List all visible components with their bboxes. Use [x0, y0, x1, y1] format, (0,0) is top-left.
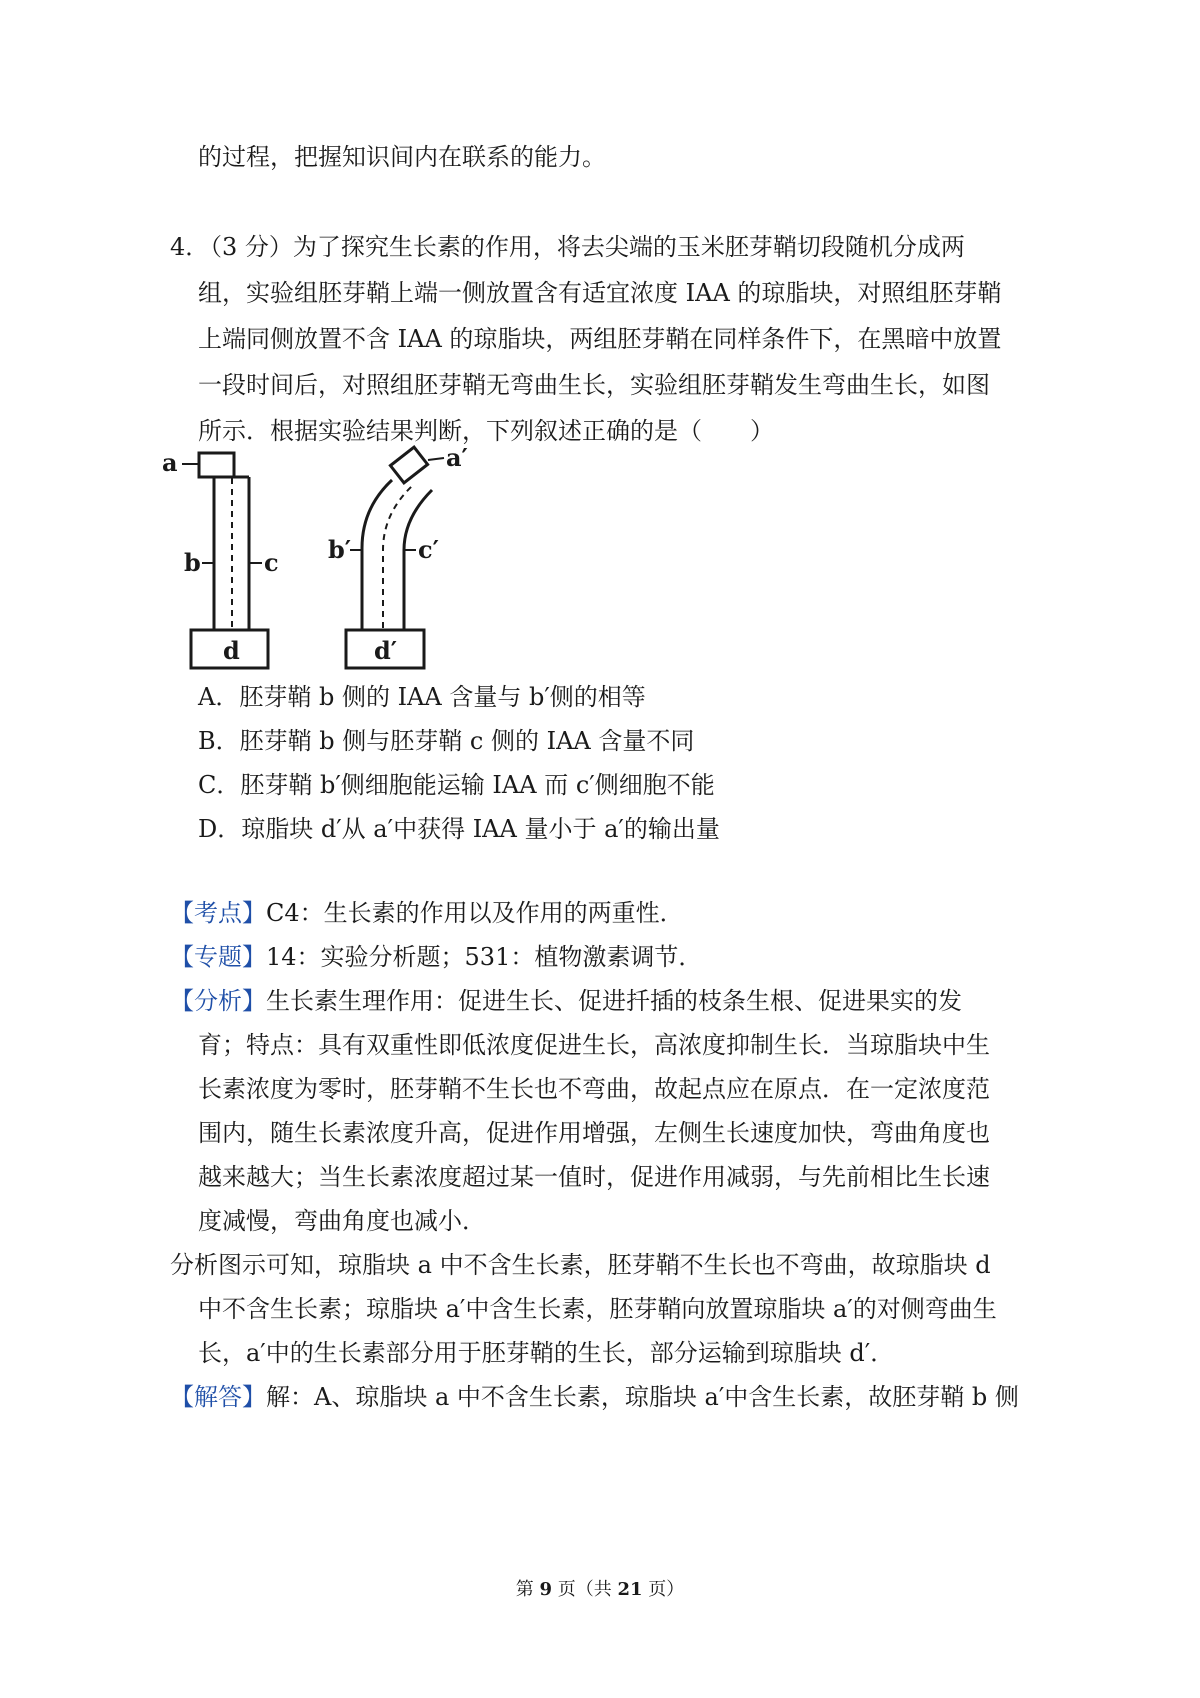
- label-d-prime: d′: [374, 636, 398, 665]
- zhuanti-text: 14：实验分析题；531：植物激素调节．: [266, 943, 703, 971]
- footer-page-number: 9: [539, 1579, 552, 1600]
- fenxi-line-3: 围内，随生长素浓度升高，促进作用增强，左侧生长速度加快，弯曲角度也: [198, 1119, 990, 1147]
- label-b-prime: b′: [328, 535, 352, 564]
- option-a: A．胚芽鞘 b 侧的 IAA 含量与 b′侧的相等: [198, 683, 646, 711]
- question-line-1: （3 分）为了探究生长素的作用，将去尖端的玉米胚芽鞘切段随机分成两: [198, 233, 965, 261]
- question-line-2: 组，实验组胚芽鞘上端一侧放置含有适宜浓度 IAA 的琼脂块，对照组胚芽鞘: [198, 279, 1002, 307]
- fenxi-line-1: 育；特点：具有双重性即低浓度促进生长，高浓度抑制生长．当琼脂块中生: [198, 1031, 990, 1059]
- footer-middle: 页（共: [552, 1579, 618, 1600]
- coleoptile-figure: [160, 438, 500, 678]
- analysis-line-1: 分析图示可知，琼脂块 a 中不含生长素，胚芽鞘不生长也不弯曲，故琼脂块 d: [170, 1251, 991, 1279]
- analysis-line-3: 长，a′中的生长素部分用于胚芽鞘的生长，部分运输到琼脂块 d′．: [198, 1339, 895, 1367]
- zhuanti-row: [170, 942, 702, 972]
- jieda-row: [170, 1382, 1019, 1412]
- label-c: c: [264, 548, 279, 577]
- kaodian-row: [170, 898, 684, 928]
- fenxi-tag: 【分析】: [170, 987, 266, 1015]
- footer-suffix: 页）: [642, 1579, 685, 1600]
- label-c-prime: c′: [418, 535, 439, 564]
- intro-tail: 的过程，把握知识间内在联系的能力。: [198, 143, 606, 171]
- kaodian-tag: 【考点】: [170, 899, 266, 927]
- jieda-text: 解：A、琼脂块 a 中不含生长素，琼脂块 a′中含生长素，故胚芽鞘 b 侧: [266, 1383, 1019, 1411]
- label-b: b: [184, 548, 201, 577]
- option-c: C．胚芽鞘 b′侧细胞能运输 IAA 而 c′侧细胞不能: [198, 771, 715, 799]
- fenxi-line-5: 度减慢，弯曲角度也减小．: [198, 1207, 486, 1235]
- footer-total-pages: 21: [617, 1579, 643, 1600]
- question-line-3: 上端同侧放置不含 IAA 的琼脂块，两组胚芽鞘在同样条件下，在黑暗中放置: [198, 325, 1002, 353]
- zhuanti-tag: 【专题】: [170, 943, 266, 971]
- label-a: a: [162, 448, 178, 477]
- fenxi-row: [170, 986, 962, 1016]
- question-number: 4．: [170, 233, 210, 261]
- question-line-5: 所示．根据实验结果判断，下列叙述正确的是（ ）: [198, 417, 774, 445]
- label-a-prime: a′: [446, 443, 468, 472]
- coleoptile-left-edge: [362, 480, 392, 630]
- fenxi-first: 生长素生理作用：促进生长、促进扦插的枝条生根、促进果实的发: [266, 987, 962, 1015]
- footer-prefix: 第: [515, 1579, 540, 1600]
- jieda-tag: 【解答】: [170, 1383, 266, 1411]
- agar-block-a-prime: [390, 447, 427, 483]
- option-b: B．胚芽鞘 b 侧与胚芽鞘 c 侧的 IAA 含量不同: [198, 727, 695, 755]
- fenxi-line-4: 越来越大；当生长素浓度超过某一值时，促进作用减弱，与先前相比生长速: [198, 1163, 990, 1191]
- label-d: d: [223, 636, 240, 665]
- agar-block-a: [199, 453, 234, 477]
- page-footer: [0, 1578, 1200, 1602]
- fenxi-line-2: 长素浓度为零时，胚芽鞘不生长也不弯曲，故起点应在原点．在一定浓度范: [198, 1075, 990, 1103]
- option-d: D．琼脂块 d′从 a′中获得 IAA 量小于 a′的输出量: [198, 815, 720, 843]
- question-line-4: 一段时间后，对照组胚芽鞘无弯曲生长，实验组胚芽鞘发生弯曲生长，如图: [198, 371, 990, 399]
- kaodian-text: C4：生长素的作用以及作用的两重性．: [266, 899, 684, 927]
- analysis-line-2: 中不含生长素；琼脂块 a′中含生长素，胚芽鞘向放置琼脂块 a′的对侧弯曲生: [198, 1295, 997, 1323]
